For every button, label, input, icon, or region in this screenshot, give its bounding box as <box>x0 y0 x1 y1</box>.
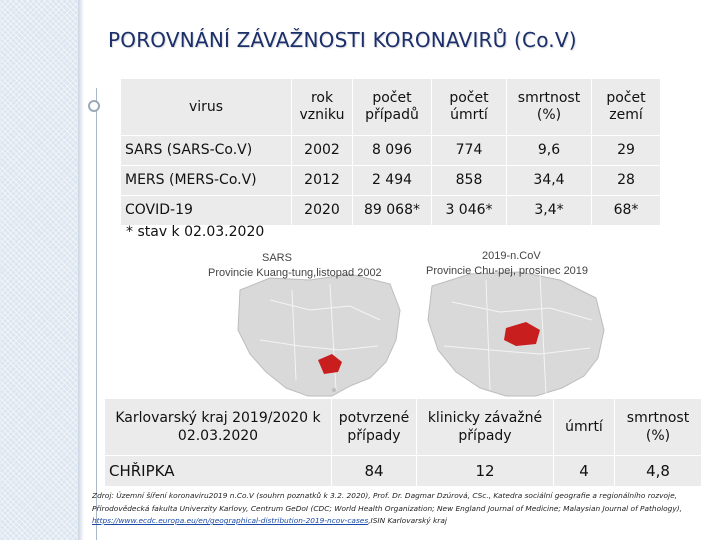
source-link[interactable]: https://www.ecdc.europa.eu/en/geographical-distribution-2019-ncov-cases <box>92 516 369 525</box>
cell-deaths: 3 046* <box>432 196 507 226</box>
maps-figure <box>200 250 610 400</box>
cell-mortality: 34,4 <box>507 166 592 196</box>
cell-countries: 29 <box>592 136 661 166</box>
table-header-row <box>121 79 661 136</box>
cell-deaths: 858 <box>432 166 507 196</box>
header-deaths: počet úmrtí <box>432 79 507 136</box>
header-mortality: smrtnost (%) <box>507 79 592 136</box>
cell-deaths: 774 <box>432 136 507 166</box>
ncov-map-caption: Provincie Chu-pej, prosinec 2019 <box>426 265 589 277</box>
region-table <box>104 398 702 487</box>
header-region: Karlovarský kraj 2019/2020 k 02.03.2020 <box>105 399 332 456</box>
cell-virus: MERS (MERS-Co.V) <box>121 166 292 196</box>
cell-cases: 89 068* <box>353 196 432 226</box>
table-row <box>121 196 661 226</box>
table-row <box>121 136 661 166</box>
table-row <box>121 166 661 196</box>
sars-map-title: SARS <box>262 252 292 264</box>
table-header-row <box>105 399 702 456</box>
cell-cases: 8 096 <box>353 136 432 166</box>
header-severe: klinicky závažné případy <box>417 399 554 456</box>
page-title: POROVNÁNÍ ZÁVAŽNOSTI KORONAVIRŮ (Co.V) <box>108 28 577 52</box>
cell-year: 2020 <box>292 196 353 226</box>
cell-mortality: 3,4* <box>507 196 592 226</box>
header-year: rok vzniku <box>292 79 353 136</box>
source-text: Zdroj: Územní šíření koronaviru2019 n.Co.V (souhrn poznatků k 3.2. 2020), Prof. Dr. Dagmar Dzúrová, CSc., Katedra sociální geografie a regionálního rozvoje, Přírodovědecká fakulta Univerzity Karlovy, Centrum GeDoI (CDC; World Health Organization; New England Journal of Medicine; Malaysian Journal of Pathology), <box>92 491 682 513</box>
header-cases: počet případů <box>353 79 432 136</box>
side-strip-edge <box>78 0 84 540</box>
cell-confirmed: 84 <box>332 456 417 487</box>
header-deaths: úmrtí <box>554 399 615 456</box>
cell-virus: SARS (SARS-Co.V) <box>121 136 292 166</box>
sars-map <box>238 274 400 396</box>
cell-disease: CHŘIPKA <box>105 456 332 487</box>
cell-deaths: 4 <box>554 456 615 487</box>
header-mortality: smrtnost (%) <box>615 399 702 456</box>
ncov-map <box>428 272 604 396</box>
cell-countries: 28 <box>592 166 661 196</box>
source-suffix: ,ISIN Karlovarský kraj <box>368 516 447 525</box>
source-citation <box>92 490 704 528</box>
cell-severe: 12 <box>417 456 554 487</box>
cell-countries: 68* <box>592 196 661 226</box>
decorative-side-strip <box>0 0 78 540</box>
cell-year: 2012 <box>292 166 353 196</box>
cell-cases: 2 494 <box>353 166 432 196</box>
table-row <box>105 456 702 487</box>
vertical-divider <box>96 88 97 540</box>
ncov-map-title: 2019-n.CoV <box>482 250 541 262</box>
header-countries: počet zemí <box>592 79 661 136</box>
sars-map-caption: Provincie Kuang-tung,listopad 2002 <box>208 267 382 279</box>
cell-virus: COVID-19 <box>121 196 292 226</box>
footnote: * stav k 02.03.2020 <box>126 224 265 240</box>
comparison-table <box>120 78 661 226</box>
header-confirmed: potvrzené případy <box>332 399 417 456</box>
cell-year: 2002 <box>292 136 353 166</box>
decorative-circle-icon <box>88 100 100 112</box>
header-virus: virus <box>121 79 292 136</box>
cell-mortality: 9,6 <box>507 136 592 166</box>
cell-mortality: 4,8 <box>615 456 702 487</box>
